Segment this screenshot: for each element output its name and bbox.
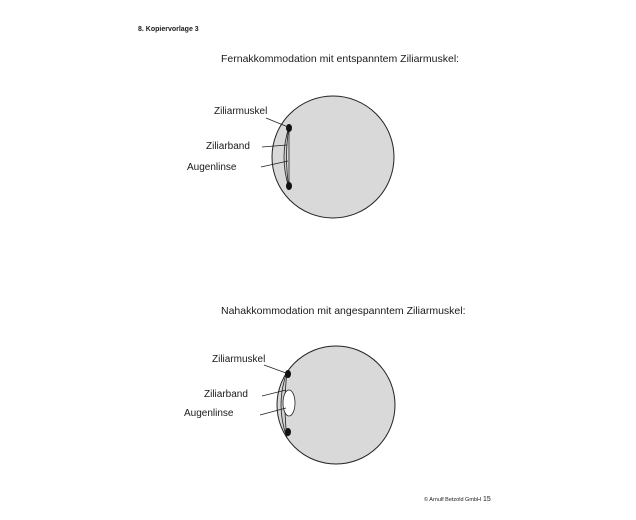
eye-near-accommodation bbox=[260, 346, 395, 464]
label-ciliary-muscle: Ziliarmuskel bbox=[214, 106, 268, 117]
leader-ciliary-muscle bbox=[264, 365, 286, 373]
lens-rounded bbox=[283, 390, 295, 416]
eyeball bbox=[272, 96, 394, 218]
ciliary-muscle-bottom bbox=[286, 182, 292, 190]
page-header-section: 8. Kopiervorlage 3 bbox=[138, 26, 199, 33]
diagram-title-far-accommodation: Fernakkommodation mit entspanntem Ziliarmuskel: bbox=[221, 53, 460, 65]
eye-far-accommodation bbox=[261, 96, 394, 218]
label-ciliary-band: Ziliarband bbox=[206, 141, 250, 152]
label-ciliary-band: Ziliarband bbox=[204, 389, 248, 400]
ciliary-muscle-bottom bbox=[285, 428, 291, 436]
page-number: 15 bbox=[483, 496, 491, 503]
label-ciliary-muscle: Ziliarmuskel bbox=[212, 354, 266, 365]
diagram-title-near-accommodation: Nahakkommodation mit angespanntem Ziliarmuskel: bbox=[221, 305, 466, 317]
label-lens: Augenlinse bbox=[184, 408, 234, 419]
label-lens: Augenlinse bbox=[187, 162, 237, 173]
footer-copyright: © Arnulf Betzold GmbH bbox=[424, 497, 481, 503]
ciliary-muscle-top bbox=[286, 124, 292, 132]
ciliary-muscle-top bbox=[285, 370, 291, 378]
